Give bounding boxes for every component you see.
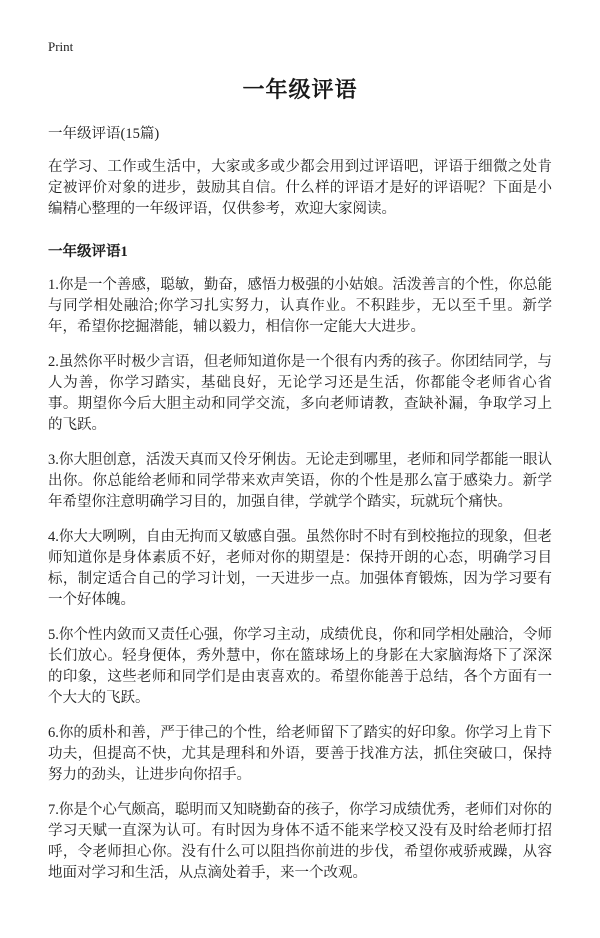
- comment-paragraph-4: 4.你大大咧咧，自由无拘而又敏感自强。虽然你时不时有到校拖拉的现象，但老师知道你是身体素质不好，老师对你的期望是：保持开朗的心态，明确学习目标，制定适合自己的学习计划，一天进步一点。加强体育锻炼，因为学习要有一个好体魄。: [48, 529, 552, 608]
- comment-paragraph-2: 2.虽然你平时极少言语，但老师知道你是一个很有内秀的孩子。你团结同学，与人为善，你学习踏实，基础良好，无论学习还是生活，你都能令老师省心省事。期望你今后大胆主动和同学交流，多向老师请教，查缺补漏，争取学习上的飞跃。: [48, 354, 552, 433]
- document-body: [48, 157, 552, 884]
- page-title: 一年级评语: [242, 77, 358, 102]
- comment-paragraph-5: 5.你个性内敛而又责任心强，你学习主动，成绩优良，你和同学相处融洽，令师长们放心。轻身便体，秀外慧中，你在篮球场上的身影在大家脑海烙下了深深的印象，这些老师和同学们是由衷喜欢的。希望你能善于总结，各个方面有一个大大的飞跃。: [48, 627, 552, 706]
- document-subtitle: 一年级评语(15篇): [48, 126, 160, 142]
- intro-paragraph: 在学习、工作或生活中，大家或多或少都会用到过评语吧，评语于细微之处肯定被评价对象的进步，鼓励其自信。什么样的评语才是好的评语呢？下面是小编精心整理的一年级评语，仅供参考，欢迎大家阅读。: [48, 159, 552, 217]
- comment-paragraph-6: 6.你的质朴和善，严于律己的个性，给老师留下了踏实的好印象。你学习上肯下功夫，但提高不快，尤其是理科和外语，要善于找准方法，抓住突破口，保持努力的劲头，让进步向你招手。: [48, 725, 552, 783]
- comment-paragraph-3: 3.你大胆创意，活泼天真而又伶牙俐齿。无论走到哪里，老师和同学都能一眼认出你。你总能给老师和同学带来欢声笑语，你的个性是那么富于感染力。新学年希望你注意明确学习目的，加强自律，学就学个踏实，玩就玩个痛快。: [48, 452, 552, 510]
- comment-paragraph-1: 1.你是一个善感，聪敏，勤奋，感悟力极强的小姑娘。活泼善言的个性，你总能与同学相处融洽;你学习扎实努力，认真作业。不积跬步，无以至千里。新学年，希望你挖掘潜能，辅以毅力，相信你一定能大大进步。: [48, 277, 552, 335]
- section-heading: 一年级评语1: [48, 244, 128, 260]
- comment-paragraph-7: 7.你是个心气颇高，聪明而又知晓勤奋的孩子，你学习成绩优秀，老师们对你的学习天赋一直深为认可。有时因为身体不适不能来学校又没有及时给老师打招呼，令老师担心你。没有什么可以阻挡你前进的步伐，希望你戒骄戒躁，从容地面对学习和生活，从点滴处着手，来一个改观。: [48, 802, 552, 881]
- print-link[interactable]: Print: [48, 39, 74, 54]
